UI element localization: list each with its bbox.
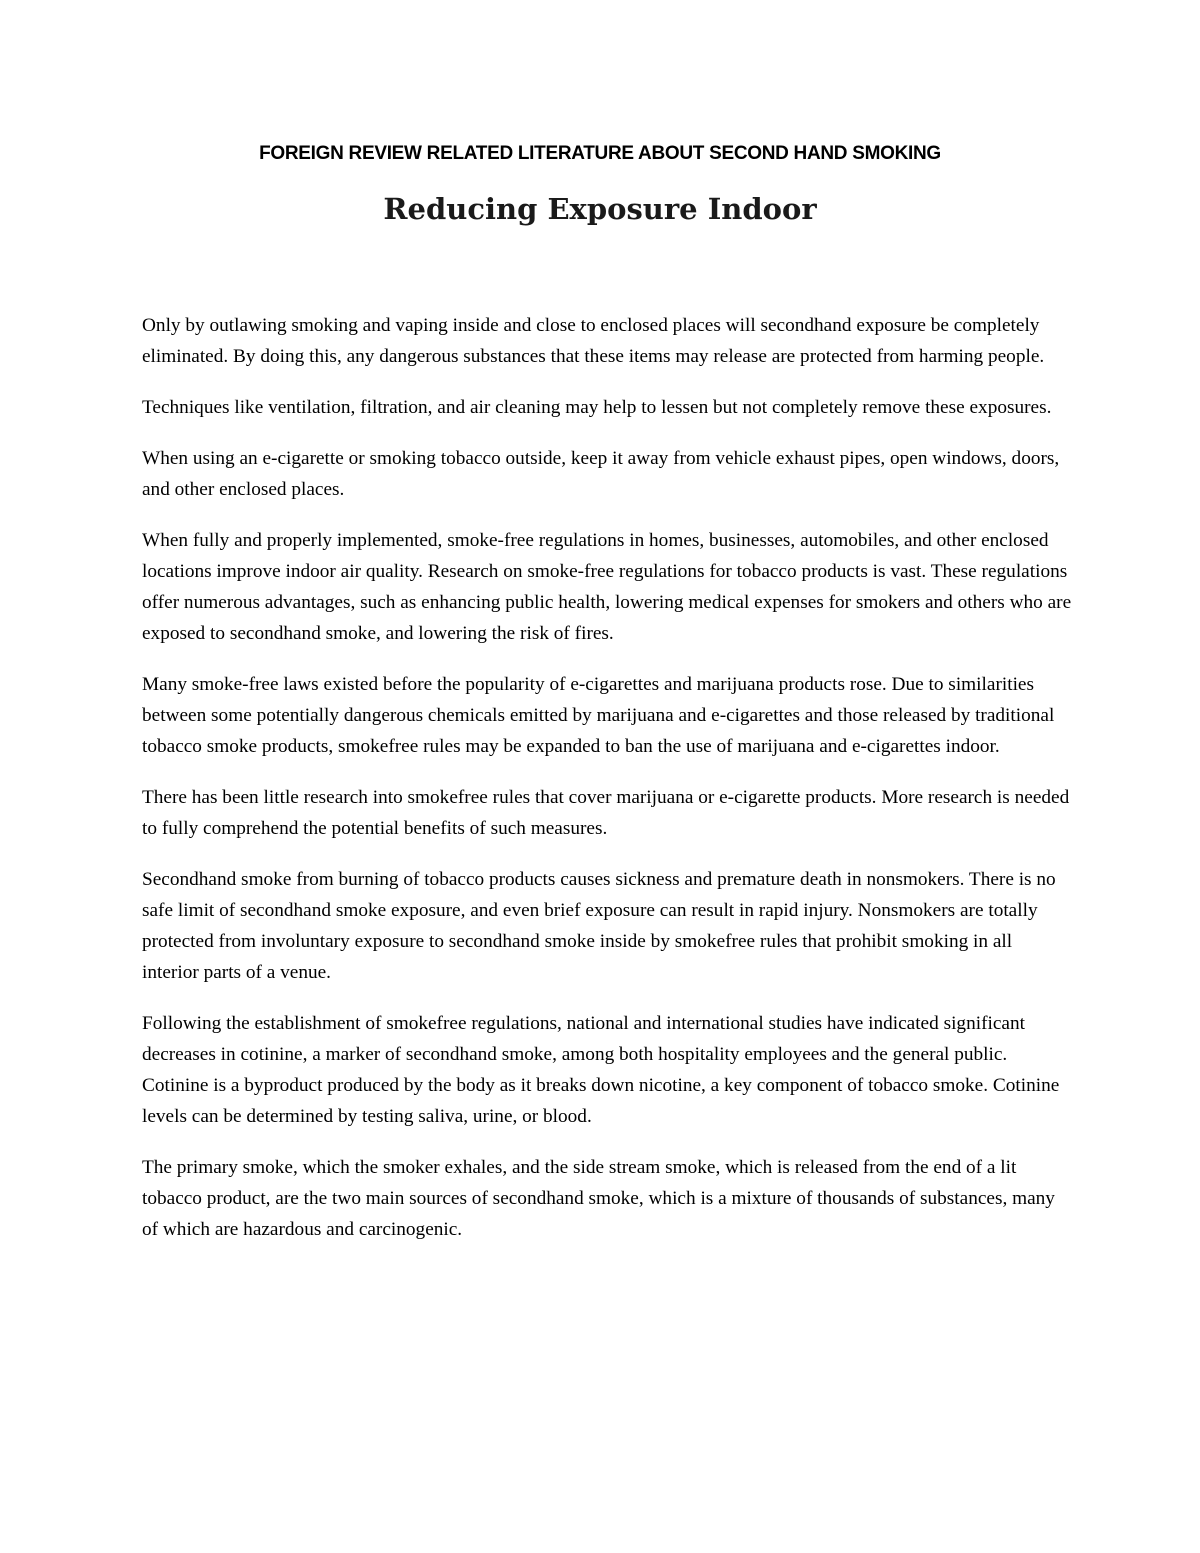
paragraph: Following the establishment of smokefree regulations, national and international studies have indicated significant decreases in cotinine, a marker of secondhand smoke, among both hospitality employees and the general public. Cotinine is a byproduct produced by the body as it breaks down nicotine, a key component of tobacco smoke. Cotinine levels can be determined by testing saliva, urine, or blood. [142, 1013, 1060, 1127]
paragraph: Techniques like ventilation, filtration, and air cleaning may help to lessen but not completely remove these exposures. [142, 397, 1052, 418]
paragraph: When using an e-cigarette or smoking tobacco outside, keep it away from vehicle exhaust pipes, open windows, doors, and other enclosed places. [142, 448, 1060, 500]
paragraph: There has been little research into smokefree rules that cover marijuana or e-cigarette products. More research is needed to fully comprehend the potential benefits of such measures. [142, 787, 1070, 839]
paragraph: When fully and properly implemented, smoke-free regulations in homes, businesses, automobiles, and other enclosed locations improve indoor air quality. Research on smoke-free regulations for tobacco products is vast. These regulations offer numerous advantages, such as enhancing public health, lowering medical expenses for smokers and others who are exposed to secondhand smoke, and lowering the risk of fires. [142, 530, 1072, 644]
paragraph: Only by outlawing smoking and vaping inside and close to enclosed places will secondhand exposure be completely eliminated. By doing this, any dangerous substances that these items may release are protected from harming people. [142, 315, 1045, 367]
document-label: FOREIGN REVIEW RELATED LITERATURE ABOUT SECOND HAND SMOKING [259, 143, 941, 164]
paragraph: Many smoke-free laws existed before the popularity of e-cigarettes and marijuana products rose. Due to similarities between some potentially dangerous chemicals emitted by marijuana and e-cigarettes and those released by traditional tobacco smoke products, smokefree rules may be expanded to ban the use of marijuana and e-cigarettes indoor. [142, 674, 1055, 757]
document-body [142, 310, 1072, 1265]
paragraph: Secondhand smoke from burning of tobacco products causes sickness and premature death in nonsmokers. There is no safe limit of secondhand smoke exposure, and even brief exposure can result in rapid injury. Nonsmokers are totally protected from involuntary exposure to secondhand smoke inside by smokefree rules that prohibit smoking in all interior parts of a venue. [142, 869, 1056, 983]
paragraph: The primary smoke, which the smoker exhales, and the side stream smoke, which is released from the end of a lit tobacco product, are the two main sources of secondhand smoke, which is a mixture of thousands of substances, many of which are hazardous and carcinogenic. [142, 1157, 1055, 1240]
document-title: Reducing Exposure Indoor [383, 192, 817, 226]
